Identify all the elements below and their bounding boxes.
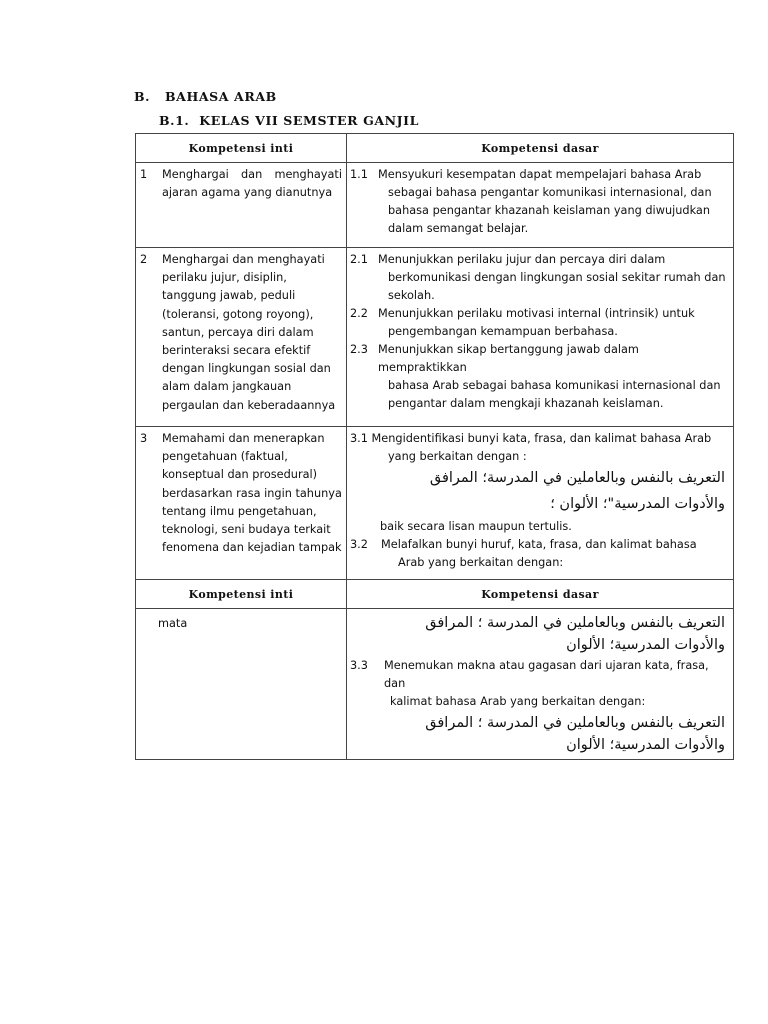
kd-item (350, 305, 729, 341)
kd-cell (347, 248, 734, 427)
table-row (136, 248, 734, 427)
kd-tail-text: baik secara lisan maupun tertulis. (380, 520, 572, 533)
subsection-number: B.1. (159, 113, 190, 128)
arabic-topics-line: التعريف بالنفس وبالعاملين في المدرسة؛ المرافق (429, 470, 725, 486)
kd-item (350, 536, 729, 572)
ki-text: Memahami dan menerapkan pengetahuan (faktual, konseptual dan prosedural) berdasarkan rasa ingin tahunya tentang ilmu pengetahuan, teknologi, seni budaya terkait fenomena dan kejadian tampak (162, 432, 342, 555)
ki-number: 2 (140, 253, 148, 266)
kd-number: 3.2 (350, 538, 368, 551)
kd-cell (347, 163, 734, 248)
ki-number: 1 (140, 168, 148, 181)
ki-number: 3 (140, 432, 148, 445)
ki-cell (136, 609, 347, 760)
kd-cell (347, 427, 734, 580)
table-row (136, 163, 734, 248)
section-heading (134, 89, 277, 104)
arabic-topics-line: التعريف بالنفس وبالعاملين في المدرسة ؛ المرافق (425, 715, 725, 731)
arabic-topics-line: والأدوات المدرسية؛ الألوان (566, 737, 725, 753)
kd-continuation: yang berkaitan dengan : (388, 450, 527, 463)
header-kompetensi-dasar: Kompetensi dasar (347, 134, 734, 163)
kd-number: 2.1 (350, 253, 368, 266)
kd-cell (347, 609, 734, 760)
kd-item (350, 251, 729, 305)
kd-continuation: Arab yang berkaitan dengan: (398, 556, 564, 569)
section-title: BAHASA ARAB (164, 89, 277, 104)
ki-cell (136, 427, 347, 580)
ki-text: mata (158, 617, 188, 630)
kd-first-line: Mensyukuri kesempatan dapat mempelajari bahasa Arab (378, 168, 702, 181)
header-kompetensi-inti: Kompetensi inti (136, 580, 347, 609)
kd-number: 3.3 (350, 659, 368, 672)
arabic-topics-line: التعريف بالنفس وبالعاملين في المدرسة ؛ المرافق (425, 615, 725, 631)
header-kompetensi-inti: Kompetensi inti (136, 134, 347, 163)
ki-text: Menghargai dan menghayati perilaku jujur, disiplin, tanggung jawab, peduli (toleransi, gotong royong), santun, percaya diri dalam berinteraksi secara efektif dengan lingkungan sosial dan alam dalam jangkauan pergaulan dan keberadaannya (162, 253, 336, 412)
kd-first-line: Melafalkan bunyi huruf, kata, frasa, dan kalimat bahasa (381, 538, 697, 551)
kd-first-line: 3.1 Mengidentifikasi bunyi kata, frasa, dan kalimat bahasa Arab (350, 432, 712, 445)
kd-item (350, 166, 729, 238)
arabic-topics-line: والأدوات المدرسية؛ الألوان (566, 637, 725, 653)
table-header-row (136, 580, 734, 609)
kd-continuation: bahasa Arab sebagai bahasa komunikasi internasional dan pengantar dalam mengkaji khazanah keislaman. (388, 379, 721, 410)
kd-number: 1.1 (350, 168, 368, 181)
subsection-title: KELAS VII SEMSTER GANJIL (199, 113, 420, 128)
subsection-heading (159, 113, 419, 128)
kd-first-line: Menunjukkan perilaku jujur dan percaya diri dalam (378, 253, 666, 266)
section-letter: B. (134, 89, 151, 104)
kd-continuation: pengembangan kemampuan berbahasa. (388, 325, 618, 338)
header-kompetensi-dasar: Kompetensi dasar (347, 580, 734, 609)
table-row (136, 427, 734, 580)
kd-continuation: kalimat bahasa Arab yang berkaitan dengan: (390, 695, 646, 708)
table-header-row (136, 134, 734, 163)
arabic-topics-line: والأدوات المدرسية"؛ الألوان ؛ (550, 496, 725, 512)
table-row (136, 609, 734, 760)
ki-cell (136, 163, 347, 248)
kd-number: 2.2 (350, 307, 368, 320)
kd-number: 2.3 (350, 343, 368, 356)
kd-item (350, 657, 729, 711)
competency-table (135, 133, 734, 760)
ki-text: Menghargai dan menghayati ajaran agama yang dianutnya (162, 168, 342, 200)
kd-continuation: sebagai bahasa pengantar komunikasi internasional, dan bahasa pengantar khazanah keislaman yang diwujudkan dalam semangat belajar. (388, 186, 712, 235)
ki-cell (136, 248, 347, 427)
kd-first-line: Menunjukkan sikap bertanggung jawab dalam mempraktikkan (378, 343, 639, 374)
kd-first-line: Menemukan makna atau gagasan dari ujaran kata, frasa, dan (384, 659, 709, 690)
kd-first-line: Menunjukkan perilaku motivasi internal (intrinsik) untuk (378, 307, 695, 320)
kd-item (350, 341, 729, 413)
kd-continuation: berkomunikasi dengan lingkungan sosial sekitar rumah dan sekolah. (388, 271, 726, 302)
